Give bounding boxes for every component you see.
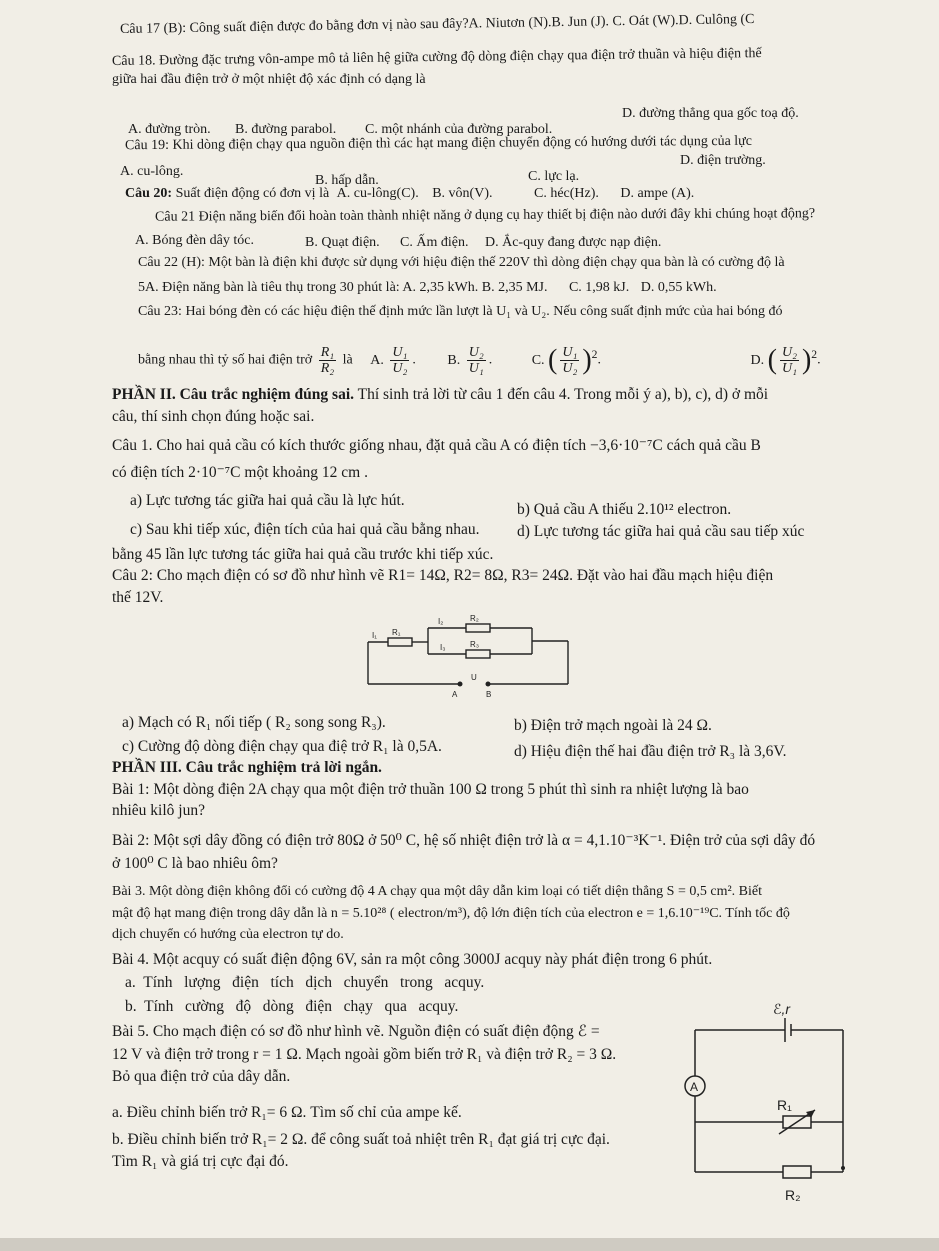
q20-option-d: D. ampe (A). [620,186,695,201]
q21-option-d: D. Ắc-quy đang được nạp điện. [485,235,662,250]
circuit-diagram-2 [665,1000,855,1210]
i3-label: I₃ [440,643,446,652]
b1-line1: Bài 1: Một dòng điện 2A chạy qua một điện trở thuần 100 Ω trong 5 phút thì sinh ra nhiệt lượng là bao [112,781,749,798]
c1-option-b: b) Quả cầu A thiếu 2.10¹² electron. [517,501,732,518]
b4-option-a: a. Tính lượng điện tích dịch chuyển trong acquy. [125,974,485,991]
q20-line [125,184,694,204]
part2-line1 [112,385,768,405]
part2-instruction: Thí sinh trả lời từ câu 1 đến câu 4. Trong mỗi ý a), b), c), d) ở mỗi [357,386,769,403]
b2-line1: Bài 2: Một sợi dây đồng có điện trở 80Ω ở 50⁰ C, hệ số nhiệt điện trở là α = 4,1.10⁻³K⁻¹. Điện trở của sợi dây đó [112,832,816,849]
b1-line2: nhiêu kilô jun? [112,802,205,819]
b5-line2: 12 V và điện trở trong r = 1 Ω. Mạch ngoài gồm biến trở R₁ và điện trở R₂ = 3 Ω. [112,1046,617,1063]
c2-line2: thế 12V. [112,589,164,606]
c2-option-a: a) Mạch có R₁ nối tiếp ( R₂ song song R₃). [122,714,386,731]
u2-symbol: U₂ [781,344,797,360]
r1-symbol: R₁ [320,344,335,360]
u2-symbol: U₂ [562,360,578,376]
q17: Câu 17 (B): Công suất điện được đo bằng đơn vị nào sau đây?A. Niutơn (N).B. Jun (J). C. Oát (W).D. Culông (C [119,12,755,37]
c2-option-d: d) Hiệu điện thế hai đầu điện trở R₃ là 3,6V. [514,743,787,760]
q18-option-b: B. đường parabol. [235,122,337,137]
b3-line1: Bài 3. Một dòng điện không đổi có cường độ 4 A chạy qua một dây dẫn kim loại có tiết diện thẳng S = 0,5 cm². Biết [112,884,762,899]
c1-line5: bằng 45 lần lực tương tác giữa hai quả cầu trước khi tiếp xúc. [112,546,494,563]
b5-line1: Bài 5. Cho mạch điện có sơ đồ như hình vẽ. Nguồn điện có suất điện động ℰ = [112,1023,600,1040]
q19-option-d: D. điện trường. [680,153,766,168]
c1-option-a: a) Lực tương tác giữa hai quả cầu là lực hút. [130,492,405,509]
q22-line2 [138,278,717,298]
q19-option-c: C. lực lạ. [528,169,580,184]
r1-label: R₁ [777,1097,792,1113]
q20-option-c: C. héc(Hz). [534,186,599,201]
b2-line2: ở 100⁰ C là bao nhiêu ôm? [112,855,278,872]
terminal-a [458,682,463,687]
r2-label: R₂ [470,614,479,623]
q21-option-c: C. Ấm điện. [400,235,469,250]
i2-label: I₂ [438,617,444,626]
emf-label: ℰ,r [773,1001,791,1017]
b5-option-c: Tìm R₁ và giá trị cực đại đó. [112,1153,289,1170]
i1-label: I₁ [372,631,377,640]
part2-heading: PHẦN II. Câu trắc nghiệm đúng sai. [112,386,354,403]
q20-text: Suất điện động có đơn vị là [175,186,330,201]
page-bottom-edge [0,1238,939,1251]
q19-line1: Câu 19: Khi dòng điện chạy qua nguồn điện thì các hạt mang điện chuyển động có hướng dưới tác dụng của lực [124,133,753,154]
u1-symbol: U₁ [468,360,484,376]
a-label: A [452,690,458,699]
q19-option-a: A. cu-lông. [120,164,184,179]
c1-option-c: c) Sau khi tiếp xúc, điện tích của hai quả cầu bằng nhau. [130,521,480,538]
c1-line2: có điện tích 2·10⁻⁷C một khoảng 12 cm . [112,464,368,481]
q22-option-c: C. 1,98 kJ. [568,280,630,295]
c2-option-b: b) Điện trở mạch ngoài là 24 Ω. [514,717,712,734]
q20-option-b: B. vôn(V). [432,186,493,201]
circuit-diagram-1 [360,610,580,710]
u2-symbol: U₂ [392,360,408,376]
q23-a-fraction [390,345,409,376]
r2-symbol: R₂ [320,360,335,376]
b4-option-b: b. Tính cường độ dòng điện chạy qua acquy. [125,998,459,1015]
q23-la: là [342,352,353,368]
q18-option-d: D. đường thẳng qua gốc toạ độ. [622,106,799,121]
q23-b-fraction [467,345,486,376]
q23-text: bằng nhau thì tỷ số hai điện trở [138,352,313,368]
q18-option-c: C. một nhánh của đường parabol. [365,122,553,137]
q19-option-b: B. hấp dẫn. [315,173,379,188]
q23-option-a: A. [370,352,384,368]
q21-option-b: B. Quạt điện. [305,235,380,250]
q23-option-b: B. [447,352,461,368]
q22-line1: Câu 22 (H): Một bàn là điện khi được sử dụng với hiệu điện thế 220V thì dòng điện chạy qua bàn là có cường độ là [138,255,785,270]
q20-option-a: A. cu-lông(C). [336,186,419,201]
part3-heading: PHẦN III. Câu trắc nghiệm trả lời ngắn. [112,759,382,776]
resistor-r2 [783,1166,811,1178]
q18-line2: giữa hai đầu điện trở ở một nhiệt độ xác định có dạng là [112,72,426,87]
c1-line1: Câu 1. Cho hai quả cầu có kích thước giống nhau, đặt quả cầu A có điện tích −3,6·10⁻⁷C cách quả cầu B [112,437,761,454]
q23-c-fraction [560,345,579,376]
q22-text: 5A. Điện năng bàn là tiêu thụ trong 30 phút là: A. 2,35 kWh. B. 2,35 MJ. [138,280,548,295]
b3-line3: dịch chuyển có hướng của electron tự do. [112,927,344,942]
square-exponent: 2 [811,348,818,361]
q21-option-a: A. Bóng đèn dây tóc. [135,233,254,248]
q23-line1: Câu 23: Hai bóng đèn có các hiệu điện thế định mức lần lượt là U₁ và U₂. Nếu công suất định mức của hai bóng đó [138,304,783,319]
part2-line2: câu, thí sinh chọn đúng hoặc sai. [112,408,315,425]
u1-symbol: U₁ [392,344,408,360]
q21-line1: Câu 21 Điện năng biến đổi hoàn toàn thành nhiệt năng ở dụng cụ hay thiết bị điện nào dưới đây khi chúng hoạt động? [154,206,816,225]
q23-d-fraction [780,345,799,376]
b3-line2: mật độ hạt mang điện trong dây dẫn là n = 5.10²⁸ ( electron/m³), độ lớn điện tích của electron e = 1,6.10⁻¹⁹C. Tính tốc độ [112,906,790,921]
square-exponent: 2 [591,348,598,361]
u1-symbol: U₁ [781,360,797,376]
q23-line2: bằng nhau thì tỷ số hai điện trở $\frac{\text{R₁}}{\text{R₂}}$ là A. $\frac{\text{U₁}}{\text{U₂}}$ . B. $\frac{\text{U₂}}{\text{U₁}}$ . C. ( $\frac{\text{U₁}}{\text{U₂}}$ )$^2$. D. ( $\frac{\text{U₂}}{\text{U₁}}$ )$^2$. [138,344,821,376]
b5-option-b: b. Điều chỉnh biến trở R₁= 2 Ω. để công suất toả nhiệt trên R₁ đạt giá trị cực đại. [112,1131,610,1148]
r1-label: R₁ [392,628,401,637]
q18-option-a: A. đường tròn. [128,122,211,137]
b4-line1: Bài 4. Một acquy có suất điện động 6V, sản ra một công 3000J acquy này phát điện trong 6 phút. [112,951,713,968]
r2-label: R₂ [785,1187,801,1203]
c1-option-d: d) Lực tương tác giữa hai quả cầu sau tiếp xúc [517,523,805,540]
u2-symbol: U₂ [468,344,484,360]
q20-head: Câu 20: [125,186,173,201]
b5-line3: Bỏ qua điện trở của dây dẫn. [112,1068,291,1085]
b5-option-a: a. Điều chỉnh biến trở R₁= 6 Ω. Tìm số chỉ của ampe kế. [112,1104,462,1121]
q23-option-d: D. [750,352,765,368]
u-label: U [471,673,477,682]
ammeter-label: A [690,1080,699,1094]
c2-option-c: c) Cường độ dòng điện chạy qua điệ trở R₁ là 0,5A. [122,738,442,755]
q23-option-c: C. [531,352,545,368]
terminal-b [486,682,491,687]
q22-option-d: D. 0,55 kWh. [640,280,717,295]
r3-label: R₃ [470,640,480,649]
b-label: B [486,690,492,699]
c2-line1: Câu 2: Cho mạch điện có sơ đồ như hình vẽ R1= 14Ω, R2= 8Ω, R3= 24Ω. Đặt vào hai đầu mạch hiệu điện [112,567,774,584]
u1-symbol: U₁ [562,344,578,360]
q18-line1: Câu 18. Đường đặc trưng vôn-ampe mô tả liên hệ giữa cường độ dòng điện chạy qua điện trở thuần và hiệu điện thế [111,46,762,69]
q23-ratio-r1-r2 [319,345,336,376]
